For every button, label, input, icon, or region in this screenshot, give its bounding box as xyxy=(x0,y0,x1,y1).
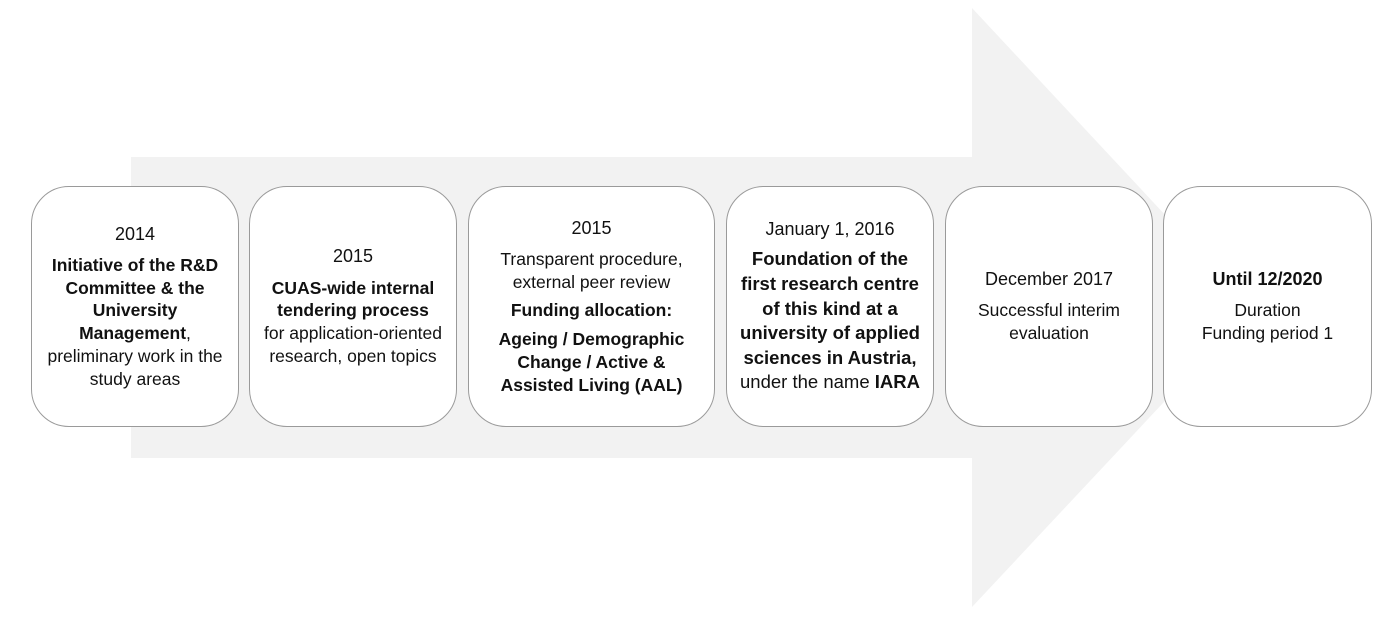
milestone-text xyxy=(44,254,226,391)
milestone-rest-text: under the name xyxy=(740,371,875,393)
milestone-period-text: Funding period 1 xyxy=(1201,323,1334,344)
milestone-rest-text: , preliminary work in the study areas xyxy=(47,323,223,389)
milestone-procedure-text: Transparent procedure, external peer review xyxy=(500,248,683,292)
milestone-text: Successful interim evaluation xyxy=(978,300,1120,344)
milestone-duration-text: Duration xyxy=(1234,300,1301,321)
milestone-date: December 2017 xyxy=(984,269,1114,290)
milestone-2017 xyxy=(945,186,1153,427)
milestone-date: 2015 xyxy=(571,217,612,238)
milestone-bold-text: CUAS-wide internal tendering process xyxy=(271,277,435,321)
milestone-date: 2015 xyxy=(332,246,374,267)
milestone-2020 xyxy=(1163,186,1372,427)
milestone-name-text: IARA xyxy=(874,371,920,393)
milestone-bold-text: Foundation of the first research centre of this kind at a university of applied sciences in Austria, xyxy=(740,248,920,368)
milestone-bold-text: Initiative of the R&D Committee & the University Management xyxy=(51,254,219,344)
milestone-2016 xyxy=(726,186,934,427)
milestone-2015-funding xyxy=(468,186,715,427)
milestone-rest-text: for application-oriented research, open topics xyxy=(263,323,443,366)
milestone-text xyxy=(739,247,921,395)
milestone-2015-tendering xyxy=(249,186,457,427)
milestone-bold-text: Ageing / Demographic Change / Active & Assisted Living (AAL) xyxy=(498,329,685,395)
milestone-2014 xyxy=(31,186,239,427)
milestone-date: January 1, 2016 xyxy=(765,219,895,240)
milestone-heading: Funding allocation: xyxy=(510,300,673,321)
milestone-date: 2014 xyxy=(114,223,156,244)
milestone-date: Until 12/2020 xyxy=(1212,269,1323,290)
